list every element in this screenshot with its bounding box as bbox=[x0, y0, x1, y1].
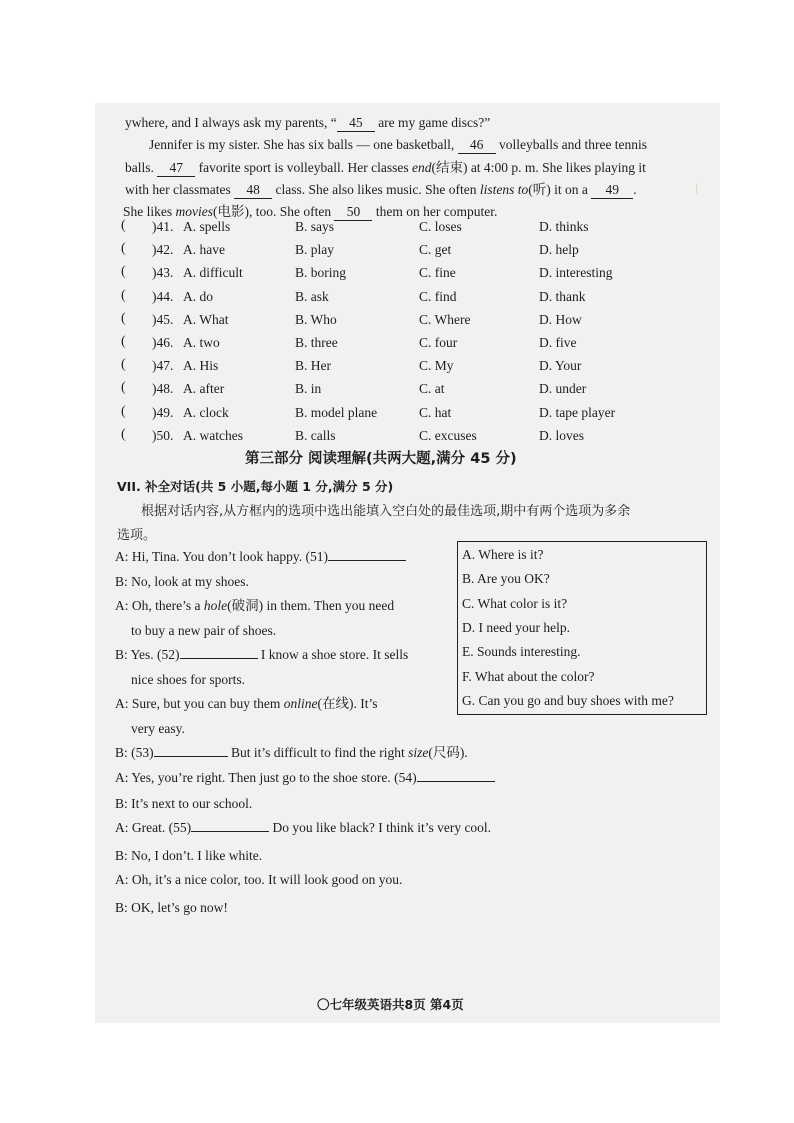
option-a: A. His bbox=[183, 358, 219, 374]
option-b: B. Her bbox=[295, 358, 331, 374]
box-option: E. Sounds interesting. bbox=[462, 644, 581, 660]
option-d: D. help bbox=[539, 242, 579, 258]
dialogue-line-12: A: Great. (55) Do you like black? I think it’s very cool. bbox=[115, 820, 492, 835]
option-c: C. Where bbox=[419, 311, 471, 327]
blank-53 bbox=[154, 756, 228, 757]
answer-paren: ( bbox=[121, 287, 126, 303]
blank-46: 46 bbox=[458, 137, 496, 154]
question-number: )48. bbox=[152, 381, 174, 397]
passage-line-3: balls. 47 favorite sport is volleyball. Her classes end(结束) at 4:00 p. m. She likes playing it bbox=[125, 160, 646, 175]
option-c: C. loses bbox=[419, 219, 462, 234]
option-b: B. says bbox=[295, 219, 335, 234]
dialogue-line-10: A: Yes, you’re right. Then just go to the shoe store. (54) bbox=[115, 770, 495, 786]
blank-52 bbox=[180, 658, 258, 659]
question-number: )44. bbox=[152, 288, 174, 304]
option-a: A. spells bbox=[183, 219, 231, 234]
blank-47: 47 bbox=[157, 160, 195, 177]
option-a: A. watches bbox=[183, 427, 243, 443]
option-a: A. clock bbox=[183, 404, 229, 420]
option-b: B. model plane bbox=[295, 404, 378, 420]
option-b: B. play bbox=[295, 242, 334, 258]
option-b: B. in bbox=[295, 381, 322, 397]
dialogue-line-1: A: Hi, Tina. You don’t look happy. (51) bbox=[115, 549, 406, 565]
answer-paren: ( bbox=[121, 426, 126, 442]
box-option: G. Can you go and buy shoes with me? bbox=[462, 692, 674, 708]
question-number: )41. bbox=[152, 219, 174, 234]
option-d: D. Your bbox=[539, 358, 582, 374]
option-c: C. excuses bbox=[419, 427, 477, 443]
blank-55 bbox=[191, 831, 269, 832]
option-c: C. hat bbox=[419, 404, 452, 420]
answer-paren: ( bbox=[121, 380, 126, 396]
option-b: B. three bbox=[295, 335, 338, 350]
option-c: C. four bbox=[419, 335, 458, 350]
option-b: B. Who bbox=[295, 311, 337, 327]
dialogue-line-11: B: It’s next to our school. bbox=[115, 796, 253, 811]
dialogue-line-7: A: Sure, but you can buy them online(在线). It’s bbox=[115, 696, 378, 711]
options-box bbox=[457, 541, 707, 715]
blank-48: 48 bbox=[234, 182, 272, 199]
instruction-line-2: 选项。 bbox=[117, 528, 157, 543]
question-number: )42. bbox=[152, 242, 174, 258]
answer-paren: ( bbox=[121, 403, 126, 419]
blank-50: 50 bbox=[334, 204, 372, 221]
dialogue-line-6: nice shoes for sports. bbox=[131, 672, 245, 687]
exercise-heading: VII. 补全对话(共 5 小题,每小题 1 分,满分 5 分) bbox=[117, 479, 394, 494]
option-b: B. calls bbox=[295, 427, 336, 443]
box-option: A. Where is it? bbox=[462, 547, 544, 562]
instruction-line-1: 根据对话内容,从方框内的选项中选出能填入空白处的最佳选项,期中有两个选项为多余 bbox=[141, 504, 631, 519]
question-number: )45. bbox=[152, 311, 174, 327]
option-d: D. loves bbox=[539, 427, 584, 443]
passage-line-1: ywhere, and I always ask my parents, “ 45 are my game discs?” bbox=[125, 115, 491, 130]
box-option: D. I need your help. bbox=[462, 619, 570, 635]
option-d: D. under bbox=[539, 381, 587, 397]
blank-51 bbox=[328, 560, 406, 561]
section-title: 第三部分 阅读理解(共两大题,满分 45 分) bbox=[245, 451, 517, 467]
dialogue-line-8: very easy. bbox=[131, 721, 185, 736]
bleed-through-mark: | bbox=[695, 183, 699, 194]
question-number: )47. bbox=[152, 358, 174, 374]
passage-line-2: Jennifer is my sister. She has six balls — one basketball, 46 volleyballs and three tennis bbox=[149, 137, 648, 152]
answer-paren: ( bbox=[121, 310, 126, 326]
question-number: )46. bbox=[152, 335, 174, 350]
option-c: C. find bbox=[419, 288, 457, 304]
blank-54 bbox=[417, 781, 495, 782]
dialogue-line-4: to buy a new pair of shoes. bbox=[131, 623, 277, 638]
option-a: A. two bbox=[183, 335, 220, 350]
passage-line-4: with her classmates 48 class. She also likes music. She often listens to(听) it on a 49 . bbox=[125, 182, 637, 197]
option-d: D. How bbox=[539, 311, 582, 327]
dialogue-line-14: A: Oh, it’s a nice color, too. It will look good on you. bbox=[115, 872, 403, 887]
option-a: A. difficult bbox=[183, 265, 243, 281]
box-option: C. What color is it? bbox=[462, 595, 568, 611]
option-c: C. My bbox=[419, 358, 454, 374]
page-footer: 〇七年级英语共8页 第4页 bbox=[317, 997, 464, 1012]
exam-page bbox=[95, 103, 720, 1023]
blank-45: 45 bbox=[337, 115, 375, 132]
option-a: A. after bbox=[183, 381, 225, 397]
option-c: C. fine bbox=[419, 265, 456, 281]
option-c: C. at bbox=[419, 381, 445, 397]
question-number: )49. bbox=[152, 404, 174, 420]
answer-paren: ( bbox=[121, 264, 126, 280]
option-a: A. have bbox=[183, 242, 225, 258]
option-b: B. boring bbox=[295, 265, 347, 281]
question-number: )43. bbox=[152, 265, 174, 281]
dialogue-line-5: B: Yes. (52) I know a shoe store. It sells bbox=[115, 647, 409, 662]
option-d: D. five bbox=[539, 335, 577, 350]
box-option: F. What about the color? bbox=[462, 668, 595, 684]
option-a: A. What bbox=[183, 311, 229, 327]
answer-paren: ( bbox=[121, 357, 126, 373]
dialogue-line-15: B: OK, let’s go now! bbox=[115, 900, 228, 915]
dialogue-line-13: B: No, I don’t. I like white. bbox=[115, 848, 263, 863]
passage-line-5: She likes movies(电影), too. She often 50 them on her computer. bbox=[123, 204, 498, 219]
option-d: D. tape player bbox=[539, 404, 616, 420]
answer-paren: ( bbox=[121, 334, 126, 349]
dialogue-line-3: A: Oh, there’s a hole(破洞) in them. Then you need bbox=[115, 598, 395, 613]
option-a: A. do bbox=[183, 288, 213, 304]
dialogue-line-9: B: (53) But it’s difficult to find the right size(尺码). bbox=[115, 745, 468, 760]
answer-paren: ( bbox=[121, 241, 126, 257]
blank-49: 49 bbox=[591, 182, 633, 199]
option-b: B. ask bbox=[295, 288, 329, 304]
dialogue-line-2: B: No, look at my shoes. bbox=[115, 574, 249, 589]
option-d: D. thinks bbox=[539, 219, 589, 234]
question-number: )50. bbox=[152, 427, 174, 443]
option-d: D. interesting bbox=[539, 265, 613, 281]
answer-paren: ( bbox=[121, 218, 126, 233]
option-c: C. get bbox=[419, 242, 452, 258]
box-option: B. Are you OK? bbox=[462, 571, 550, 587]
option-d: D. thank bbox=[539, 288, 586, 304]
